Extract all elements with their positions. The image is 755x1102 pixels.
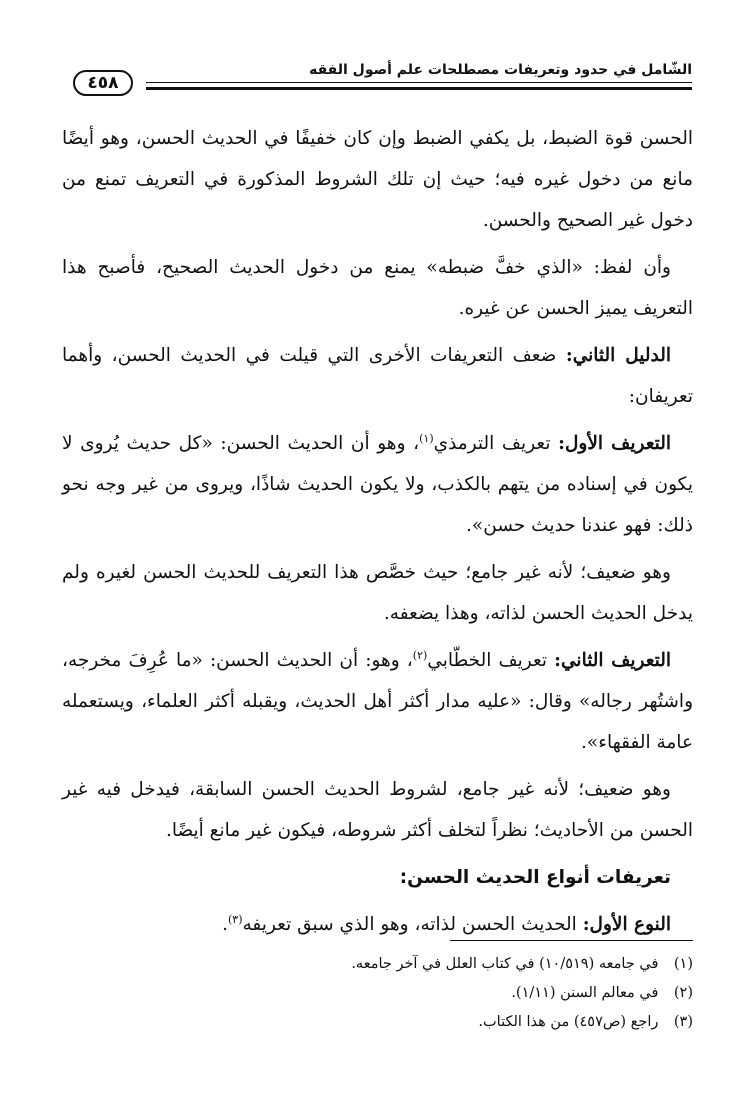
- paragraph-7-text: وهو ضعيف؛ لأنه غير جامع، لشروط الحديث الحسن السابقة، فيدخل فيه غير الحسن من الأحاديث؛ نظراً لتخلف أكثر شروطه، فيكون غير مانع أيضًا.: [62, 779, 693, 841]
- first-definition-label: التعريف الأول:: [558, 433, 671, 454]
- paragraph-6-text-b: ، وهو: أن الحديث الحسن: «ما عُرِفَ مخرجه، واشتُهر رجاله» وقال: «عليه مدار أكثر أهل الحديث، ويقبله أكثر العلماء، ويستعمله عامة الفقهاء».: [62, 650, 693, 753]
- footnotes: [62, 950, 693, 1037]
- footnote-3-text: راجع (ص٤٥٧) من هذا الكتاب.: [478, 1014, 659, 1030]
- paragraph-4-text-b: ، وهو أن الحديث الحسن: «كل حديث يُروى لا يكون في إسناده من يتهم بالكذب، ولا يكون الحديث شاذًا، ويروى من غير وجه نحو ذلك: فهو عندنا حديث حسن».: [62, 433, 693, 536]
- paragraph-8: [62, 904, 693, 945]
- footnote-2-text: في معالم السنن (١/١١).: [511, 985, 659, 1001]
- footnote-1: [62, 950, 693, 979]
- paragraph-6: [62, 640, 693, 763]
- footnote-ref-2[interactable]: (٢): [412, 648, 428, 662]
- section-heading-text: تعريفات أنواع الحديث الحسن:: [399, 867, 671, 888]
- second-definition-label: التعريف الثاني:: [554, 650, 672, 671]
- footnote-2: [62, 979, 693, 1008]
- paragraph-3: [62, 335, 693, 417]
- paragraph-8-text: الحديث الحسن لذاته، وهو الذي سبق تعريفه: [242, 914, 577, 935]
- page-header: [60, 58, 692, 98]
- paragraph-4: [62, 423, 693, 546]
- paragraph-5-text: وهو ضعيف؛ لأنه غير جامع؛ حيث خصَّص هذا التعريف للحديث الحسن لغيره ولم يدخل الحديث الحسن لذاته، وهذا يضعفه.: [62, 562, 693, 624]
- paragraph-2: [62, 247, 693, 329]
- page-body: [62, 118, 693, 951]
- paragraph-8-end: .: [222, 914, 228, 935]
- footnote-ref-3[interactable]: (٣): [228, 912, 243, 926]
- running-title: الشّامل في حدود وتعريفات مصطلحات علم أصول الفقه: [309, 62, 692, 78]
- page-number-badge: [60, 68, 146, 98]
- footnote-3: [62, 1008, 693, 1037]
- footnote-ref-1[interactable]: (١): [419, 431, 434, 445]
- paragraph-5: [62, 552, 693, 634]
- paragraph-2-text: وأن لفظ: «الذي خفَّ ضبطه» يمنع من دخول الحديث الصحيح، فأصبح هذا التعريف يميز الحسن عن غيره.: [62, 257, 693, 319]
- paragraph-1-text: الحسن قوة الضبط، بل يكفي الضبط وإن كان خفيفًا في الحديث الحسن، وهو أيضًا مانع من دخول غيره فيه؛ حيث إن تلك الشروط المذكورة في التعريف تمنع من دخول غير الصحيح والحسن.: [62, 128, 693, 231]
- header-rule-thin: [60, 82, 692, 83]
- section-heading: [62, 857, 693, 898]
- footnote-2-number: (٢): [673, 985, 693, 1001]
- footnote-1-text: في جامعه (١٠/٥١٩) في كتاب العلل في آخر جامعه.: [351, 956, 659, 972]
- paragraph-3-text: ضعف التعريفات الأخرى التي قيلت في الحديث الحسن، وأهما تعريفان:: [62, 345, 693, 407]
- paragraph-7: [62, 769, 693, 851]
- footnote-separator: [450, 940, 693, 941]
- header-rule-thick: [60, 87, 692, 90]
- first-type-label: النوع الأول:: [582, 914, 671, 935]
- paragraph-1: [62, 118, 693, 241]
- footnote-1-number: (١): [673, 956, 693, 972]
- paragraph-6-text-a: تعريف الخطّابي: [427, 650, 548, 671]
- paragraph-4-text-a: تعريف الترمذي: [433, 433, 551, 454]
- page-number: ٤٥٨: [73, 70, 132, 96]
- footnote-3-number: (٣): [673, 1014, 693, 1030]
- second-evidence-label: الدليل الثاني:: [565, 345, 672, 366]
